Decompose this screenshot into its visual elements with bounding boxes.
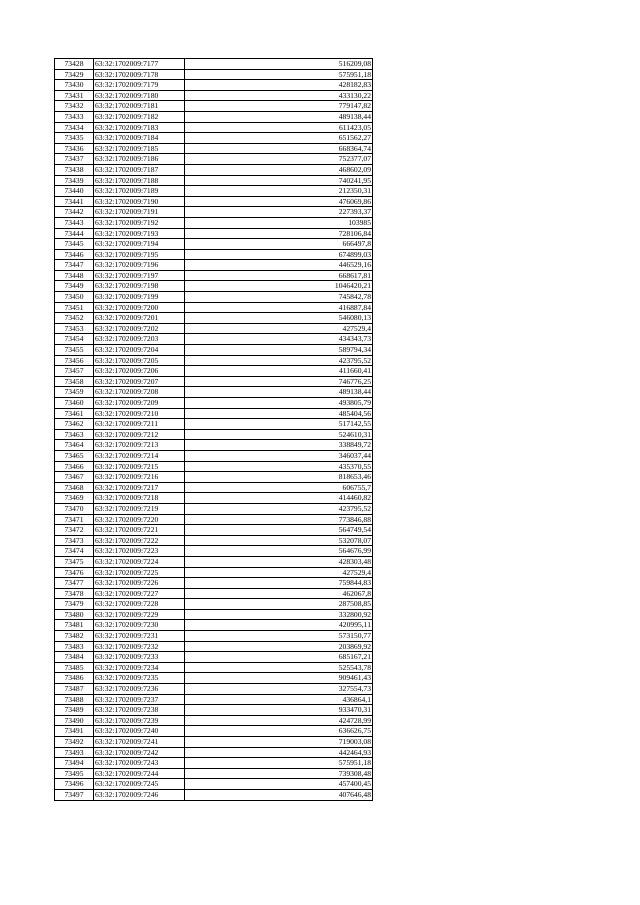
cadastral-number-cell: 63:32:1702009:7185 — [94, 143, 185, 154]
row-number-cell: 73468 — [55, 482, 94, 493]
table-row — [55, 472, 373, 483]
cadastral-number-cell: 63:32:1702009:7203 — [94, 334, 185, 345]
table-row — [55, 525, 373, 536]
table-row — [55, 154, 373, 165]
cadastral-number-cell: 63:32:1702009:7235 — [94, 673, 185, 684]
cadastral-number-cell: 63:32:1702009:7241 — [94, 737, 185, 748]
row-number-cell: 73494 — [55, 758, 94, 769]
cadastral-number-cell: 63:32:1702009:7184 — [94, 133, 185, 144]
cadastral-value-cell: 517142,55 — [185, 419, 373, 430]
cadastral-value-cell: 575951,18 — [185, 69, 373, 80]
table-row — [55, 493, 373, 504]
cadastral-value-cell: 666497,8 — [185, 239, 373, 250]
cadastral-value-cell: 564749,54 — [185, 525, 373, 536]
cadastral-value-cell: 589794,34 — [185, 345, 373, 356]
cadastral-value-cell: 346037,44 — [185, 450, 373, 461]
row-number-cell: 73493 — [55, 747, 94, 758]
cadastral-number-cell: 63:32:1702009:7183 — [94, 122, 185, 133]
cadastral-number-cell: 63:32:1702009:7243 — [94, 758, 185, 769]
row-number-cell: 73448 — [55, 270, 94, 281]
cadastral-value-cell: 773846,88 — [185, 514, 373, 525]
cadastral-value-cell: 332800,92 — [185, 609, 373, 620]
table-row — [55, 366, 373, 377]
cadastral-value-cell: 327554,73 — [185, 684, 373, 695]
cadastral-value-cell: 745842,78 — [185, 292, 373, 303]
cadastral-value-cell: 685167,21 — [185, 652, 373, 663]
cadastral-number-cell: 63:32:1702009:7213 — [94, 440, 185, 451]
cadastral-number-cell: 63:32:1702009:7186 — [94, 154, 185, 165]
table-row — [55, 239, 373, 250]
cadastral-number-cell: 63:32:1702009:7207 — [94, 376, 185, 387]
cadastral-number-cell: 63:32:1702009:7245 — [94, 779, 185, 790]
cadastral-number-cell: 63:32:1702009:7219 — [94, 503, 185, 514]
row-number-cell: 73467 — [55, 472, 94, 483]
table-row — [55, 789, 373, 800]
cadastral-value-cell: 933470,31 — [185, 705, 373, 716]
cadastral-value-cell: 564676,99 — [185, 546, 373, 557]
table-row — [55, 281, 373, 292]
cadastral-value-cell: 651562,27 — [185, 133, 373, 144]
row-number-cell: 73460 — [55, 398, 94, 409]
row-number-cell: 73481 — [55, 620, 94, 631]
row-number-cell: 73489 — [55, 705, 94, 716]
cadastral-value-cell: 476069,86 — [185, 196, 373, 207]
table-row — [55, 514, 373, 525]
row-number-cell: 73450 — [55, 292, 94, 303]
cadastral-number-cell: 63:32:1702009:7232 — [94, 641, 185, 652]
cadastral-number-cell: 63:32:1702009:7215 — [94, 461, 185, 472]
cadastral-value-cell: 746776,25 — [185, 376, 373, 387]
row-number-cell: 73429 — [55, 69, 94, 80]
cadastral-value-cell: 420995,11 — [185, 620, 373, 631]
row-number-cell: 73486 — [55, 673, 94, 684]
cadastral-number-cell: 63:32:1702009:7194 — [94, 239, 185, 250]
cadastral-value-cell: 103985 — [185, 217, 373, 228]
table-row — [55, 59, 373, 70]
row-number-cell: 73451 — [55, 302, 94, 313]
cadastral-value-cell: 493805,79 — [185, 398, 373, 409]
cadastral-number-cell: 63:32:1702009:7197 — [94, 270, 185, 281]
cadastral-number-cell: 63:32:1702009:7216 — [94, 472, 185, 483]
row-number-cell: 73455 — [55, 345, 94, 356]
cadastral-value-cell: 636626,75 — [185, 726, 373, 737]
cadastral-number-cell: 63:32:1702009:7205 — [94, 355, 185, 366]
cadastral-number-cell: 63:32:1702009:7246 — [94, 789, 185, 800]
cadastral-number-cell: 63:32:1702009:7196 — [94, 260, 185, 271]
row-number-cell: 73482 — [55, 631, 94, 642]
table-row — [55, 80, 373, 91]
row-number-cell: 73453 — [55, 323, 94, 334]
cadastral-value-cell: 611423,05 — [185, 122, 373, 133]
row-number-cell: 73434 — [55, 122, 94, 133]
table-row — [55, 186, 373, 197]
row-number-cell: 73488 — [55, 694, 94, 705]
table-row — [55, 641, 373, 652]
cadastral-number-cell: 63:32:1702009:7192 — [94, 217, 185, 228]
table-row — [55, 652, 373, 663]
table-row — [55, 461, 373, 472]
row-number-cell: 73479 — [55, 599, 94, 610]
cadastral-value-cell: 428303,48 — [185, 556, 373, 567]
cadastral-value-cell: 759844,83 — [185, 578, 373, 589]
row-number-cell: 73432 — [55, 101, 94, 112]
table-row — [55, 684, 373, 695]
table-row — [55, 450, 373, 461]
cadastral-value-cell: 532078,07 — [185, 535, 373, 546]
cadastral-number-cell: 63:32:1702009:7201 — [94, 313, 185, 324]
table-row — [55, 440, 373, 451]
table-row — [55, 620, 373, 631]
row-number-cell: 73446 — [55, 249, 94, 260]
table-row — [55, 726, 373, 737]
cadastral-value-cell: 427529,4 — [185, 567, 373, 578]
row-number-cell: 73458 — [55, 376, 94, 387]
row-number-cell: 73444 — [55, 228, 94, 239]
row-number-cell: 73436 — [55, 143, 94, 154]
row-number-cell: 73471 — [55, 514, 94, 525]
table-row — [55, 164, 373, 175]
cadastral-value-cell: 442464,93 — [185, 747, 373, 758]
cadastral-value-cell: 411660,41 — [185, 366, 373, 377]
cadastral-value-cell: 489138,44 — [185, 387, 373, 398]
cadastral-value-cell: 468602,09 — [185, 164, 373, 175]
cadastral-value-cell: 427529,4 — [185, 323, 373, 334]
row-number-cell: 73480 — [55, 609, 94, 620]
cadastral-number-cell: 63:32:1702009:7221 — [94, 525, 185, 536]
row-number-cell: 73466 — [55, 461, 94, 472]
row-number-cell: 73435 — [55, 133, 94, 144]
cadastral-value-cell: 424728,99 — [185, 715, 373, 726]
row-number-cell: 73439 — [55, 175, 94, 186]
row-number-cell: 73487 — [55, 684, 94, 695]
table-row — [55, 694, 373, 705]
row-number-cell: 73447 — [55, 260, 94, 271]
cadastral-number-cell: 63:32:1702009:7178 — [94, 69, 185, 80]
cadastral-value-cell: 423795,52 — [185, 503, 373, 514]
row-number-cell: 73440 — [55, 186, 94, 197]
row-number-cell: 73477 — [55, 578, 94, 589]
cadastral-number-cell: 63:32:1702009:7225 — [94, 567, 185, 578]
row-number-cell: 73438 — [55, 164, 94, 175]
row-number-cell: 73470 — [55, 503, 94, 514]
cadastral-value-cell: 909461,43 — [185, 673, 373, 684]
cadastral-value-cell: 740241,95 — [185, 175, 373, 186]
cadastral-value-cell: 719003,08 — [185, 737, 373, 748]
table-row — [55, 207, 373, 218]
table-row — [55, 122, 373, 133]
cadastral-number-cell: 63:32:1702009:7220 — [94, 514, 185, 525]
row-number-cell: 73495 — [55, 768, 94, 779]
table-row — [55, 260, 373, 271]
row-number-cell: 73445 — [55, 239, 94, 250]
row-number-cell: 73449 — [55, 281, 94, 292]
cadastral-number-cell: 63:32:1702009:7198 — [94, 281, 185, 292]
cadastral-number-cell: 63:32:1702009:7218 — [94, 493, 185, 504]
row-number-cell: 73463 — [55, 429, 94, 440]
cadastral-number-cell: 63:32:1702009:7177 — [94, 59, 185, 70]
table-row — [55, 747, 373, 758]
cadastral-value-cell: 414460,82 — [185, 493, 373, 504]
cadastral-number-cell: 63:32:1702009:7238 — [94, 705, 185, 716]
cadastral-value-cell: 435370,55 — [185, 461, 373, 472]
table-row — [55, 355, 373, 366]
cadastral-value-cell: 462067,8 — [185, 588, 373, 599]
table-row — [55, 715, 373, 726]
row-number-cell: 73443 — [55, 217, 94, 228]
cadastral-number-cell: 63:32:1702009:7211 — [94, 419, 185, 430]
cadastral-number-cell: 63:32:1702009:7187 — [94, 164, 185, 175]
cadastral-value-cell: 739308,48 — [185, 768, 373, 779]
table-row — [55, 334, 373, 345]
table-row — [55, 419, 373, 430]
cadastral-value-cell: 575951,18 — [185, 758, 373, 769]
row-number-cell: 73475 — [55, 556, 94, 567]
cadastral-value-table — [54, 58, 373, 801]
row-number-cell: 73485 — [55, 662, 94, 673]
table-row — [55, 133, 373, 144]
cadastral-value-cell: 668364,74 — [185, 143, 373, 154]
cadastral-number-cell: 63:32:1702009:7231 — [94, 631, 185, 642]
row-number-cell: 73442 — [55, 207, 94, 218]
table-row — [55, 323, 373, 334]
row-number-cell: 73456 — [55, 355, 94, 366]
cadastral-value-cell: 203869,92 — [185, 641, 373, 652]
table-row — [55, 228, 373, 239]
table-row — [55, 292, 373, 303]
cadastral-number-cell: 63:32:1702009:7193 — [94, 228, 185, 239]
row-number-cell: 73476 — [55, 567, 94, 578]
table-row — [55, 429, 373, 440]
row-number-cell: 73491 — [55, 726, 94, 737]
table-row — [55, 546, 373, 557]
cadastral-number-cell: 63:32:1702009:7229 — [94, 609, 185, 620]
table-row — [55, 737, 373, 748]
cadastral-value-cell: 818653,46 — [185, 472, 373, 483]
table-row — [55, 631, 373, 642]
cadastral-value-cell: 752377,07 — [185, 154, 373, 165]
cadastral-number-cell: 63:32:1702009:7204 — [94, 345, 185, 356]
table-row — [55, 111, 373, 122]
table-row — [55, 588, 373, 599]
cadastral-number-cell: 63:32:1702009:7195 — [94, 249, 185, 260]
cadastral-number-cell: 63:32:1702009:7228 — [94, 599, 185, 610]
cadastral-value-cell: 573150,77 — [185, 631, 373, 642]
row-number-cell: 73431 — [55, 90, 94, 101]
table-row — [55, 578, 373, 589]
row-number-cell: 73452 — [55, 313, 94, 324]
cadastral-number-cell: 63:32:1702009:7237 — [94, 694, 185, 705]
row-number-cell: 73492 — [55, 737, 94, 748]
cadastral-number-cell: 63:32:1702009:7217 — [94, 482, 185, 493]
cadastral-value-cell: 779147,82 — [185, 101, 373, 112]
table-row — [55, 345, 373, 356]
row-number-cell: 73484 — [55, 652, 94, 663]
table-row — [55, 599, 373, 610]
row-number-cell: 73465 — [55, 450, 94, 461]
cadastral-value-cell: 668617,81 — [185, 270, 373, 281]
row-number-cell: 73441 — [55, 196, 94, 207]
table-row — [55, 249, 373, 260]
cadastral-number-cell: 63:32:1702009:7222 — [94, 535, 185, 546]
cadastral-value-cell: 524610,31 — [185, 429, 373, 440]
row-number-cell: 73464 — [55, 440, 94, 451]
cadastral-number-cell: 63:32:1702009:7240 — [94, 726, 185, 737]
row-number-cell: 73496 — [55, 779, 94, 790]
table-row — [55, 705, 373, 716]
table-row — [55, 196, 373, 207]
cadastral-number-cell: 63:32:1702009:7206 — [94, 366, 185, 377]
table-row — [55, 556, 373, 567]
cadastral-number-cell: 63:32:1702009:7230 — [94, 620, 185, 631]
cadastral-value-cell: 287508,85 — [185, 599, 373, 610]
table-row — [55, 482, 373, 493]
row-number-cell: 73461 — [55, 408, 94, 419]
row-number-cell: 73457 — [55, 366, 94, 377]
table-row — [55, 313, 373, 324]
cadastral-number-cell: 63:32:1702009:7226 — [94, 578, 185, 589]
cadastral-number-cell: 63:32:1702009:7179 — [94, 80, 185, 91]
table-row — [55, 535, 373, 546]
table-row — [55, 662, 373, 673]
table-row — [55, 376, 373, 387]
cadastral-value-cell: 489138,44 — [185, 111, 373, 122]
cadastral-number-cell: 63:32:1702009:7236 — [94, 684, 185, 695]
cadastral-value-cell: 674899,03 — [185, 249, 373, 260]
cadastral-value-cell: 416887,84 — [185, 302, 373, 313]
cadastral-value-cell: 525543,78 — [185, 662, 373, 673]
row-number-cell: 73454 — [55, 334, 94, 345]
cadastral-value-cell: 436864,1 — [185, 694, 373, 705]
cadastral-number-cell: 63:32:1702009:7180 — [94, 90, 185, 101]
row-number-cell: 73437 — [55, 154, 94, 165]
row-number-cell: 73472 — [55, 525, 94, 536]
cadastral-value-cell: 606755,7 — [185, 482, 373, 493]
cadastral-number-cell: 63:32:1702009:7181 — [94, 101, 185, 112]
cadastral-number-cell: 63:32:1702009:7239 — [94, 715, 185, 726]
cadastral-value-cell: 457400,45 — [185, 779, 373, 790]
table-row — [55, 398, 373, 409]
cadastral-number-cell: 63:32:1702009:7199 — [94, 292, 185, 303]
table-body — [55, 59, 373, 801]
cadastral-number-cell: 63:32:1702009:7244 — [94, 768, 185, 779]
row-number-cell: 73428 — [55, 59, 94, 70]
table-row — [55, 217, 373, 228]
table-row — [55, 503, 373, 514]
cadastral-number-cell: 63:32:1702009:7208 — [94, 387, 185, 398]
cadastral-value-cell: 485404,56 — [185, 408, 373, 419]
row-number-cell: 73478 — [55, 588, 94, 599]
cadastral-value-cell: 227393,37 — [185, 207, 373, 218]
row-number-cell: 73430 — [55, 80, 94, 91]
cadastral-value-cell: 428182,83 — [185, 80, 373, 91]
cadastral-value-cell: 338849,72 — [185, 440, 373, 451]
cadastral-value-cell: 516209,08 — [185, 59, 373, 70]
cadastral-number-cell: 63:32:1702009:7214 — [94, 450, 185, 461]
cadastral-value-cell: 446529,16 — [185, 260, 373, 271]
cadastral-value-cell: 423795,52 — [185, 355, 373, 366]
cadastral-number-cell: 63:32:1702009:7227 — [94, 588, 185, 599]
table-row — [55, 270, 373, 281]
cadastral-number-cell: 63:32:1702009:7190 — [94, 196, 185, 207]
cadastral-number-cell: 63:32:1702009:7202 — [94, 323, 185, 334]
row-number-cell: 73474 — [55, 546, 94, 557]
table-row — [55, 758, 373, 769]
table-row — [55, 302, 373, 313]
table-row — [55, 90, 373, 101]
table-row — [55, 175, 373, 186]
cadastral-number-cell: 63:32:1702009:7233 — [94, 652, 185, 663]
table-row — [55, 779, 373, 790]
table-row — [55, 768, 373, 779]
cadastral-number-cell: 63:32:1702009:7212 — [94, 429, 185, 440]
table-row — [55, 673, 373, 684]
row-number-cell: 73433 — [55, 111, 94, 122]
row-number-cell: 73497 — [55, 789, 94, 800]
cadastral-value-cell: 1046420,21 — [185, 281, 373, 292]
cadastral-number-cell: 63:32:1702009:7209 — [94, 398, 185, 409]
cadastral-value-cell: 212350,31 — [185, 186, 373, 197]
row-number-cell: 73490 — [55, 715, 94, 726]
row-number-cell: 73469 — [55, 493, 94, 504]
row-number-cell: 73462 — [55, 419, 94, 430]
cadastral-value-cell: 407646,48 — [185, 789, 373, 800]
table-row — [55, 101, 373, 112]
row-number-cell: 73483 — [55, 641, 94, 652]
cadastral-number-cell: 63:32:1702009:7242 — [94, 747, 185, 758]
cadastral-number-cell: 63:32:1702009:7191 — [94, 207, 185, 218]
table-row — [55, 387, 373, 398]
cadastral-value-cell: 546080,13 — [185, 313, 373, 324]
cadastral-number-cell: 63:32:1702009:7189 — [94, 186, 185, 197]
table-row — [55, 408, 373, 419]
cadastral-number-cell: 63:32:1702009:7224 — [94, 556, 185, 567]
cadastral-number-cell: 63:32:1702009:7234 — [94, 662, 185, 673]
cadastral-number-cell: 63:32:1702009:7223 — [94, 546, 185, 557]
cadastral-value-cell: 433130,22 — [185, 90, 373, 101]
cadastral-number-cell: 63:32:1702009:7188 — [94, 175, 185, 186]
cadastral-number-cell: 63:32:1702009:7200 — [94, 302, 185, 313]
cadastral-value-cell: 434343,73 — [185, 334, 373, 345]
table-row — [55, 567, 373, 578]
cadastral-number-cell: 63:32:1702009:7210 — [94, 408, 185, 419]
table-row — [55, 143, 373, 154]
cadastral-number-cell: 63:32:1702009:7182 — [94, 111, 185, 122]
row-number-cell: 73473 — [55, 535, 94, 546]
table-row — [55, 69, 373, 80]
table-row — [55, 609, 373, 620]
row-number-cell: 73459 — [55, 387, 94, 398]
cadastral-value-cell: 728106,84 — [185, 228, 373, 239]
